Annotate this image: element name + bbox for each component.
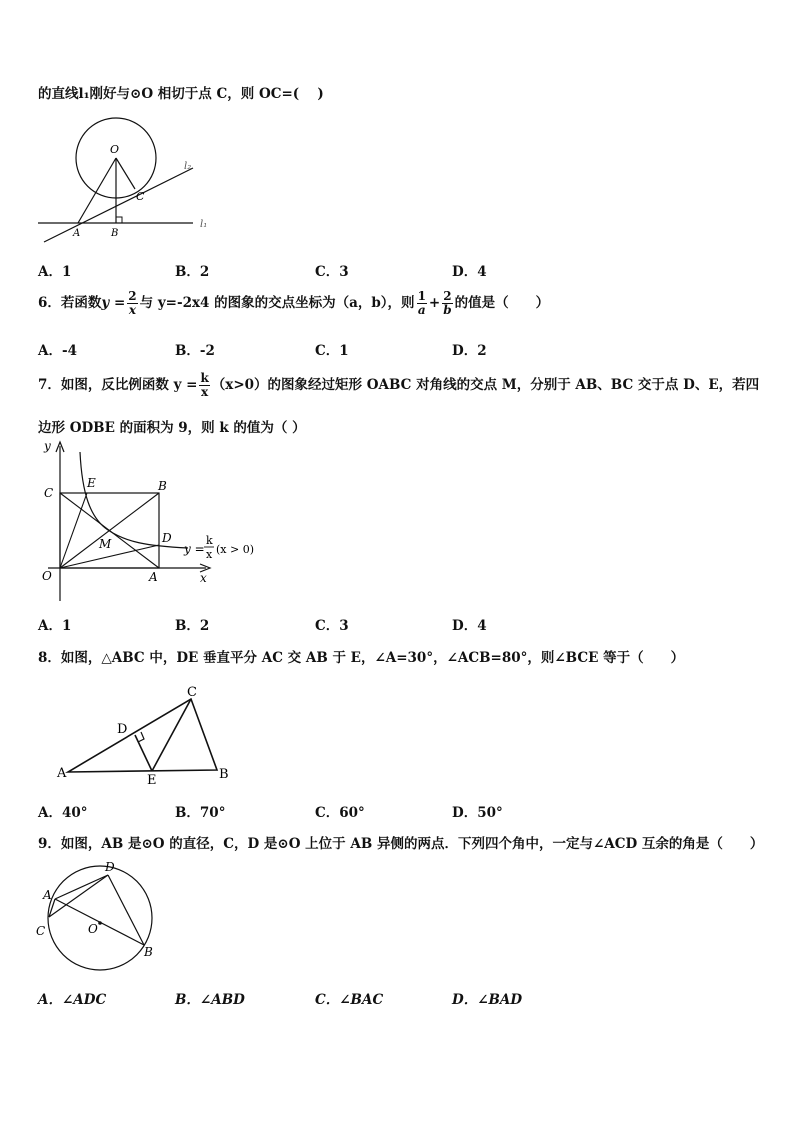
q7-option-c[interactable]: C．3: [315, 618, 349, 634]
q5-option-d[interactable]: D．4: [452, 264, 487, 280]
q9-label-b: B: [144, 945, 153, 959]
q9-chord-db: [108, 875, 144, 945]
q9-circle: [48, 866, 152, 970]
q5-figure: [30, 110, 230, 245]
q9-option-b[interactable]: B．∠ABD: [175, 992, 245, 1008]
q7-stem-line1: [38, 370, 759, 400]
q7-fn-label-num: k: [206, 534, 213, 547]
q7-fn-label-cond: (x > 0): [216, 543, 254, 556]
q9-label-a: A: [43, 888, 52, 902]
q7-label-a: A: [149, 570, 158, 584]
q8-label-d: D: [117, 722, 128, 737]
q5-stem: 的直线l₁刚好与⊙O 相切于点 C，则 OC=( ): [38, 86, 324, 102]
q7-stem-line2: 边形 ODBE 的面积为 9，则 k 的值为（ ）: [38, 420, 306, 436]
q7-label-y: y: [44, 439, 51, 453]
q7-label-b: B: [158, 479, 167, 493]
q5-line-l2: [44, 168, 193, 242]
q9-figure: [30, 855, 165, 980]
q5-segment-oa: [78, 158, 116, 223]
q9-chord-ad: [55, 875, 108, 899]
q5-label-o: O: [110, 143, 120, 156]
q7-fn-label-y: y =: [184, 542, 205, 556]
q9-label-o: O: [88, 922, 98, 936]
q6-option-c[interactable]: C．1: [315, 343, 349, 359]
q8-label-a: A: [57, 766, 67, 781]
q7-option-a[interactable]: A．1: [38, 618, 72, 634]
q7-suffix: （x>0）的图象经过矩形 OABC 对角线的交点 M，分别于 AB、BC 交于点 D、E，若四: [211, 377, 760, 393]
q7-segment-oe: [60, 493, 87, 568]
q8-segment-de: [135, 735, 152, 771]
q5-segment-oc: [116, 158, 135, 189]
q7-figure: [38, 438, 268, 608]
q7-options: [38, 614, 678, 632]
q6-option-d[interactable]: D．2: [452, 343, 487, 359]
q9-option-d[interactable]: D．∠BAD: [452, 992, 523, 1008]
q6-option-a[interactable]: A．-4: [38, 343, 77, 359]
q7-label-x: x: [200, 571, 207, 585]
q5-label-a: A: [73, 228, 81, 239]
q9-stem: 9．如图，AB 是⊙O 的直径，C，D 是⊙O 上位于 AB 异侧的两点．下列四个角中，一定与∠ACD 互余的角是（ ）: [38, 836, 764, 852]
q9-option-c[interactable]: C．∠BAC: [315, 992, 384, 1008]
q6-stem: [38, 288, 549, 318]
q8-stem: 8．如图，△ABC 中，DE 垂直平分 AC 交 AB 于 E，∠A=30°，∠ACB=80°，则∠BCE 等于（ ）: [38, 650, 685, 666]
q6-fraction-1-over-a: $\frac{1}{a}$: [417, 289, 426, 317]
q7-option-b[interactable]: B．2: [175, 618, 210, 634]
q6-prefix: 6．若函数: [38, 295, 102, 311]
q7-label-o: O: [42, 569, 52, 583]
q8-label-c: C: [187, 685, 197, 700]
q8-option-b[interactable]: B．70°: [175, 805, 226, 821]
q7-prefix: 7．如图，反比例函数 y =: [38, 377, 198, 393]
q7-label-m: M: [99, 537, 112, 551]
q8-options: [38, 801, 678, 819]
q6-y-eq: y =: [101, 295, 126, 311]
q5-options: [38, 260, 678, 278]
q5-label-b: B: [111, 228, 119, 239]
q8-figure: [55, 683, 240, 788]
q8-option-c[interactable]: C．60°: [315, 805, 365, 821]
q5-label-c: C: [136, 190, 145, 203]
q5-option-c[interactable]: C．3: [315, 264, 349, 280]
q7-label-e: E: [87, 476, 96, 490]
q7-hyperbola: [80, 452, 188, 548]
q9-options: [38, 988, 678, 1006]
q7-label-c: C: [44, 486, 54, 500]
q6-option-b[interactable]: B．-2: [175, 343, 215, 359]
q6-fraction-2-over-b: $\frac{2}{b}$: [443, 289, 452, 317]
q5-option-b[interactable]: B．2: [175, 264, 210, 280]
q8-label-b: B: [219, 767, 229, 782]
q9-center-dot: [98, 921, 102, 925]
q7-label-d: D: [162, 531, 172, 545]
q8-right-angle-mark: [138, 732, 144, 742]
q8-label-e: E: [147, 773, 157, 788]
q7-fn-label-den: x: [206, 548, 213, 561]
q6-fraction-2-over-x: $\frac{2}{x}$: [128, 289, 137, 317]
q6-options: [38, 339, 678, 357]
q9-label-d: D: [105, 860, 115, 874]
q8-option-a[interactable]: A．40°: [38, 805, 88, 821]
q7-option-d[interactable]: D．4: [452, 618, 487, 634]
q6-suffix: 的值是（ ）: [454, 295, 550, 311]
q7-fraction-k-over-x: $\frac{k}{x}$: [200, 371, 209, 399]
q6-plus: +: [428, 295, 441, 311]
q5-label-l1: l₁: [200, 219, 208, 230]
q9-option-a[interactable]: A．∠ADC: [38, 992, 107, 1008]
q5-label-l2: l₂: [184, 161, 192, 172]
q6-mid: 与 y=-2x4 的图象的交点坐标为（a，b），则: [139, 295, 415, 311]
q5-right-angle-mark: [116, 217, 122, 223]
q9-label-c: C: [36, 924, 46, 938]
q5-option-a[interactable]: A．1: [38, 264, 72, 280]
q8-option-d[interactable]: D．50°: [452, 805, 503, 821]
